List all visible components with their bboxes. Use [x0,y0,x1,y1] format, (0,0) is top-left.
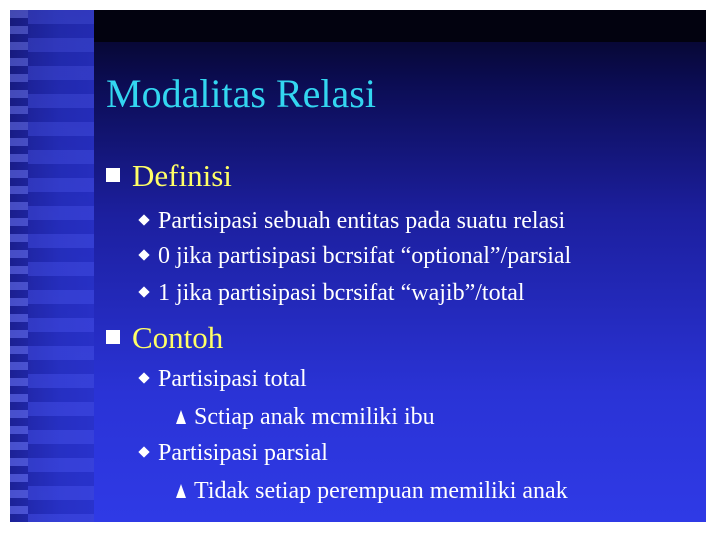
list-item-text: 0 jika partisipasi bcrsifat “optional”/parsial [158,243,572,269]
diamond-bullet-icon [138,214,149,225]
flame-bullet-icon [176,410,186,424]
sub-list-item-text: Sctiap anak mcmiliki ibu [194,404,435,430]
slide [10,10,706,522]
diamond-bullet-icon [138,249,149,260]
list-item-text: Partisipasi total [158,366,307,392]
section-heading-definisi [106,158,232,194]
list-item [140,364,307,394]
square-bullet-icon [106,330,120,344]
square-bullet-icon [106,168,120,182]
list-item [140,438,328,468]
diamond-bullet-icon [138,372,149,383]
decorative-top-band [94,10,706,42]
sub-list-item [176,402,435,432]
list-item [140,278,525,308]
section-heading-contoh [106,320,223,356]
list-item-text: 1 jika partisipasi bcrsifat “wajib”/total [158,280,525,306]
list-item [140,241,571,271]
diamond-bullet-icon [138,446,149,457]
diamond-bullet-icon [138,286,149,297]
decorative-side-strip [10,10,94,522]
flame-bullet-icon [176,484,186,498]
sub-list-item-text: Tidak setiap perempuan memiliki anak [194,478,568,504]
sub-list-item [176,476,568,506]
list-item [140,206,565,236]
section-heading-label: Definisi [132,158,232,193]
section-heading-label: Contoh [132,320,224,355]
slide-title: Modalitas Relasi [106,71,376,116]
list-item-text: Partisipasi parsial [158,440,328,466]
list-item-text: Partisipasi sebuah entitas pada suatu relasi [158,208,566,234]
